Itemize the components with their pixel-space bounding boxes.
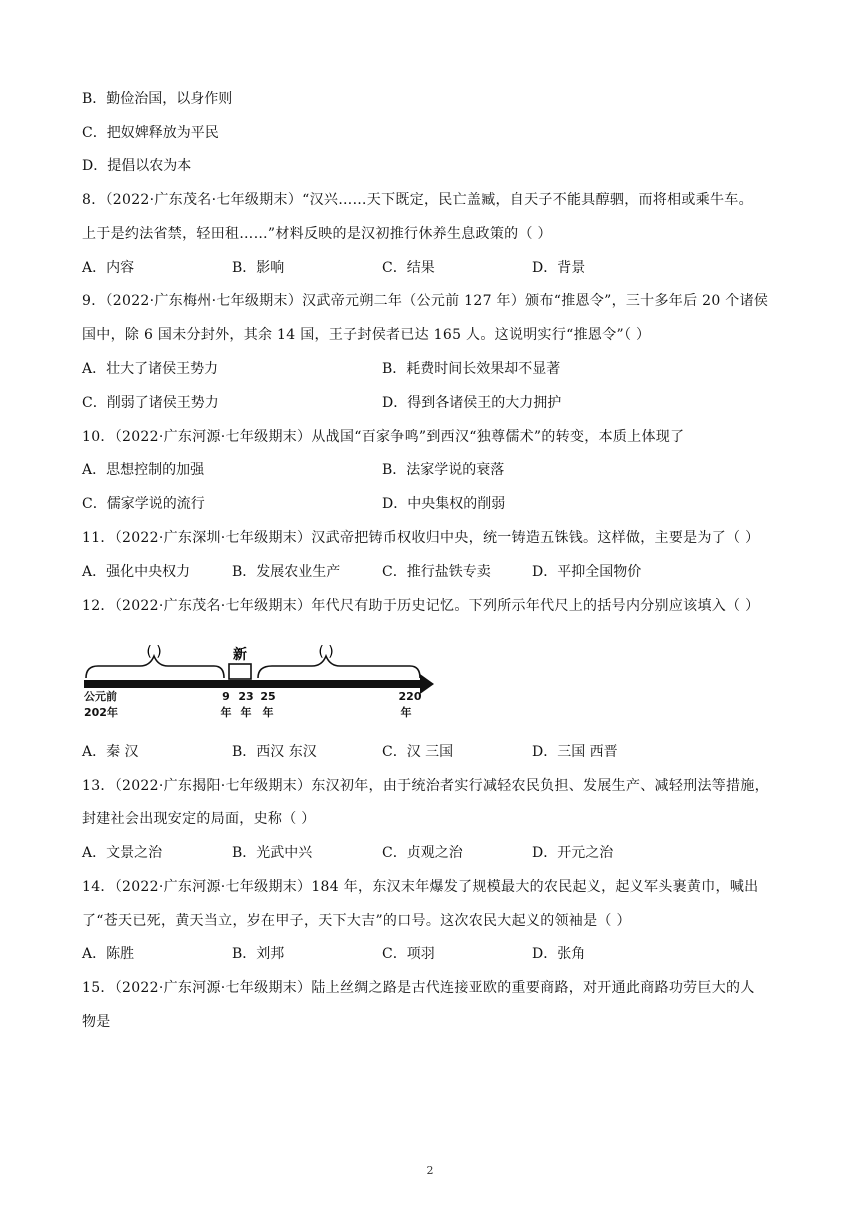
q9-stem-line1: 9．（2022·广东梅州·七年级期末）汉武帝元朔二年（公元前 127 年）颁布“推恩令”，三十多年后 20 个诸侯 bbox=[82, 293, 769, 309]
q9-option-d: D．得到各诸侯王的大力拥护 bbox=[382, 395, 562, 411]
q15-stem-line2: 物是 bbox=[82, 1014, 111, 1030]
tick-23-top: 23 bbox=[238, 690, 254, 703]
bracket-1-label: ( ) bbox=[146, 644, 162, 660]
q12-option-d: D．三国 西晋 bbox=[532, 744, 618, 760]
q12-option-c: C．汉 三国 bbox=[382, 744, 454, 760]
q9-option-b: B．耗费时间长效果却不显著 bbox=[382, 361, 561, 377]
q14-option-a: A．陈胜 bbox=[82, 946, 135, 962]
q8-option-b: B．影响 bbox=[232, 260, 285, 276]
q8-option-d: D．背景 bbox=[532, 260, 586, 276]
tick-9-bottom: 年 bbox=[220, 706, 232, 719]
q10-option-b: B．法家学说的衰落 bbox=[382, 462, 505, 478]
q12-stem-line1: 12．（2022·广东茂名·七年级期末）年代尺有助于历史记忆。下列所示年代尺上的括号内分别应该填入（ ） bbox=[82, 598, 760, 614]
brace-2 bbox=[258, 656, 420, 678]
option-d-prev: D．提倡以农为本 bbox=[82, 158, 192, 174]
q8-option-a: A．内容 bbox=[82, 260, 135, 276]
bracket-2-label: ( ) bbox=[318, 644, 334, 660]
tick-25-bottom: 年 bbox=[262, 706, 274, 719]
q11-option-d: D．平抑全国物价 bbox=[532, 564, 642, 580]
option-c-prev: C．把奴婢释放为平民 bbox=[82, 125, 219, 141]
q15-stem-line1: 15．（2022·广东河源·七年级期末）陆上丝绸之路是古代连接亚欧的重要商路，对开通此商路功劳巨大的人 bbox=[82, 980, 755, 996]
q14-option-b: B．刘邦 bbox=[232, 946, 285, 962]
q11-option-b: B．发展农业生产 bbox=[232, 564, 341, 580]
timeline-ruler bbox=[80, 640, 440, 724]
q9-option-c: C．削弱了诸侯王势力 bbox=[82, 395, 219, 411]
q13-option-a: A．文景之治 bbox=[82, 845, 163, 861]
q9-stem-line2: 国中，除 6 国未分封外，其余 14 国，王子封侯者已达 165 人。这说明实行“推恩令”（ ） bbox=[82, 327, 651, 343]
q9-option-a: A．壮大了诸侯王势力 bbox=[82, 361, 219, 377]
q8-stem-line1: 8．（2022·广东茂名·七年级期末）“汉兴……天下既定，民亡盖臧，自天子不能具醇驷，而将相或乘牛车。 bbox=[82, 192, 753, 208]
q13-option-d: D．开元之治 bbox=[532, 845, 614, 861]
page-number: 2 bbox=[426, 1164, 434, 1177]
option-b-prev: B．勤俭治国，以身作则 bbox=[82, 91, 233, 107]
q10-option-c: C．儒家学说的流行 bbox=[82, 496, 205, 512]
tick-9-top: 9 bbox=[222, 690, 230, 703]
xin-label: 新 bbox=[233, 647, 247, 663]
q10-option-d: D．中央集权的削弱 bbox=[382, 496, 506, 512]
q11-stem-line1: 11．（2022·广东深圳·七年级期末）汉武帝把铸币权收归中央，统一铸造五铢钱。这样做，主要是为了（ ） bbox=[82, 530, 760, 546]
q11-option-c: C．推行盐铁专卖 bbox=[382, 564, 491, 580]
xin-box bbox=[229, 664, 251, 679]
tick-start-bottom: 202年 bbox=[84, 706, 118, 719]
q12-option-a: A．秦 汉 bbox=[82, 744, 139, 760]
tick-23-bottom: 年 bbox=[240, 706, 252, 719]
q11-option-a: A．强化中央权力 bbox=[82, 564, 191, 580]
q8-stem-line2: 上于是约法省禁，轻田租……”材料反映的是汉初推行休养生息政策的（ ） bbox=[82, 226, 552, 242]
q13-stem-line2: 封建社会出现安定的局面，史称（ ） bbox=[82, 811, 316, 827]
timeline-axis bbox=[84, 680, 422, 688]
q13-option-c: C．贞观之治 bbox=[382, 845, 463, 861]
q12-option-b: B．西汉 东汉 bbox=[232, 744, 317, 760]
tick-25-top: 25 bbox=[260, 690, 276, 703]
q14-stem-line1: 14．（2022·广东河源·七年级期末）184 年，东汉末年爆发了规模最大的农民起义，起义军头裹黄巾，喊出 bbox=[82, 879, 759, 895]
timeline-arrow bbox=[420, 674, 434, 694]
q10-option-a: A．思想控制的加强 bbox=[82, 462, 205, 478]
q14-option-c: C．项羽 bbox=[382, 946, 435, 962]
q8-option-c: C．结果 bbox=[382, 260, 435, 276]
q13-option-b: B．光武中兴 bbox=[232, 845, 313, 861]
tick-220-top: 220 bbox=[398, 690, 422, 703]
q14-option-d: D．张角 bbox=[532, 946, 586, 962]
tick-start-top: 公元前 bbox=[84, 690, 117, 703]
q10-stem-line1: 10．（2022·广东河源·七年级期末）从战国“百家争鸣”到西汉“独尊儒术”的转变，本质上体现了 bbox=[82, 429, 685, 445]
q13-stem-line1: 13．（2022·广东揭阳·七年级期末）东汉初年，由于统治者实行减轻农民负担、发展生产、减轻刑法等措施， bbox=[82, 778, 769, 794]
q14-stem-line2: 了“苍天已死，黄天当立，岁在甲子，天下大吉”的口号。这次农民大起义的领袖是（ ） bbox=[82, 913, 631, 929]
tick-220-bottom: 年 bbox=[400, 706, 412, 719]
